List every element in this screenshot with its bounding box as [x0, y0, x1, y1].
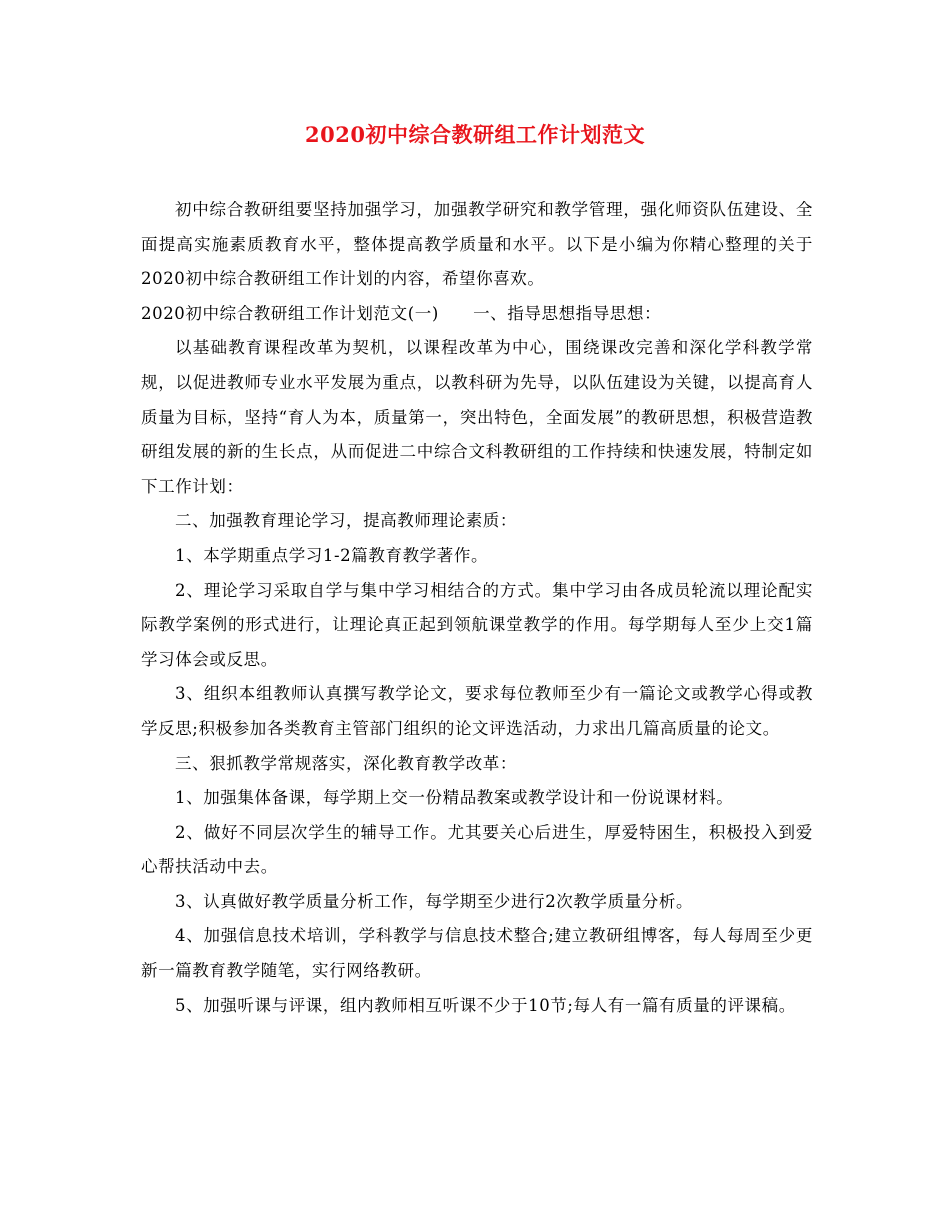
list-item: 3、组织本组教师认真撰写教学论文，要求每位教师至少有一篇论文或教学心得或教学反思;积极参加各类教育主管部门组织的论文评选活动，力求出几篇高质量的论文。	[141, 684, 813, 738]
list-item: 3、认真做好教学质量分析工作，每学期至少进行2次教学质量分析。	[175, 891, 694, 911]
section-heading-fanwen-1: 2020初中综合教研组工作计划范文(一) 一、指导思想指导思想：	[141, 303, 662, 323]
intro-paragraph: 初中综合教研组要坚持加强学习，加强教学研究和教学管理，强化师资队伍建设、全面提高实施素质教育水平，整体提高教学质量和水平。以下是小编为你精心整理的关于2020初中综合教研组工作计划的内容，希望你喜欢。	[141, 200, 813, 289]
list-item: 1、本学期重点学习1-2篇教育教学著作。	[175, 545, 489, 565]
list-item: 2、做好不同层次学生的辅导工作。尤其要关心后进生，厚爱特困生，积极投入到爱心帮扶活动中去。	[141, 822, 813, 877]
list-item: 1、加强集体备课，每学期上交一份精品教案或教学设计和一份说课材料。	[175, 788, 734, 808]
list-item: 5、加强听课与评课，组内教师相互听课不少于10节;每人有一篇有质量的评课稿。	[175, 995, 796, 1015]
list-item: 2、理论学习采取自学与集中学习相结合的方式。集中学习由各成员轮流以理论配实际教学案例的形式进行，让理论真正起到领航课堂教学的作用。每学期每人至少上交1篇学习体会或反思。	[141, 580, 813, 669]
section-heading-teaching-routine: 三、狠抓教学常规落实，深化教育教学改革：	[175, 753, 517, 773]
guiding-ideology-paragraph: 以基础教育课程改革为契机，以课程改革为中心，围绕课改完善和深化学科教学常规，以促进教师专业水平发展为重点，以教科研为先导，以队伍建设为关键，以提高育人质量为目标，坚持“育人为本，质量第一，突出特色，全面发展”的教研思想，积极营造教研组发展的新的生长点，从而促进二中综合文科教研组的工作持续和快速发展，特制定如下工作计划：	[141, 338, 813, 496]
document-title: 2020初中综合教研组工作计划范文	[305, 122, 645, 147]
list-item: 4、加强信息技术培训，学科教学与信息技术整合;建立教研组博客，每人每周至少更新一篇教育教学随笔，实行网络教研。	[141, 926, 813, 981]
document-body	[141, 193, 813, 1023]
section-heading-theory-study: 二、加强教育理论学习，提高教师理论素质：	[175, 511, 517, 531]
